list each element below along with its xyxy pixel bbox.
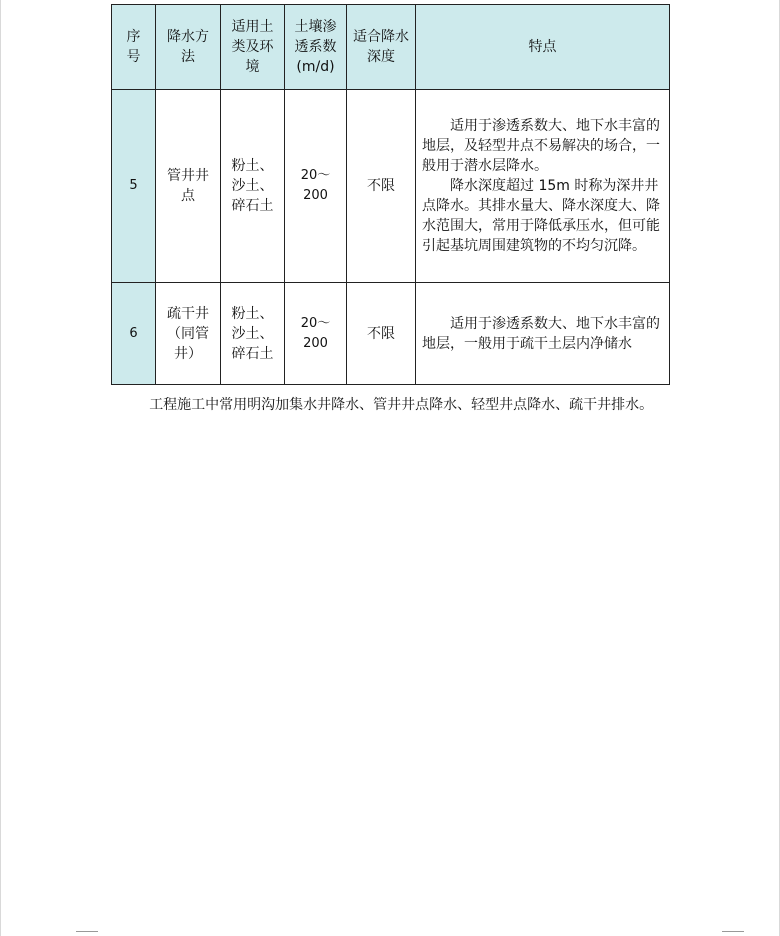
- header-soil-label: 适用土类及环境: [231, 19, 274, 75]
- row-depth-cell: [347, 283, 416, 385]
- row-no-cell: [112, 90, 156, 283]
- row-method-cell: [156, 90, 221, 283]
- table-row: [112, 90, 670, 283]
- header-depth-label: 适合降水深度: [353, 29, 409, 65]
- row-soil: 粉土、沙土、碎石土: [231, 158, 274, 214]
- header-no-label: 序号: [126, 29, 141, 65]
- header-cell-method: [156, 5, 221, 90]
- body-paragraph: 工程施工中常用明沟加集水井降水、管井井点降水、轻型井点降水、疏干井排水。: [149, 397, 654, 413]
- header-permeability-label: 土壤渗透系数(m/d): [294, 19, 337, 75]
- row-method-cell: [156, 283, 221, 385]
- table-row: [112, 283, 670, 385]
- header-cell-features: [416, 5, 670, 90]
- row-no-cell: [112, 283, 156, 385]
- row-method: 管井井点: [167, 168, 209, 204]
- row-permeability: 20～200: [300, 315, 331, 351]
- header-cell-permeability: [285, 5, 347, 90]
- row-depth: 不限: [367, 178, 395, 194]
- row-depth: 不限: [367, 325, 395, 342]
- row-features-cell: [416, 90, 670, 283]
- dewatering-methods-table: [111, 4, 670, 385]
- header-features-label: 特点: [528, 39, 557, 55]
- row-soil: 粉土、沙土、碎石土: [231, 305, 274, 362]
- row-method: 疏干井（同管井）: [167, 305, 209, 362]
- row-feature-paragraph: 降水深度超过 15m 时称为深井井点降水。其排水量大、降水深度大、降水范围大，常用于降低承压水，但可能引起基坑周围建筑物的不均匀沉降。: [422, 178, 660, 254]
- page-corner-mark-left: [76, 931, 98, 932]
- row-permeability-cell: [285, 90, 347, 283]
- row-feature-paragraph: 适用于渗透系数大、地下水丰富的地层，一般用于疏干土层内净储水: [422, 315, 660, 352]
- row-features-cell: [416, 283, 670, 385]
- row-permeability: 20～200: [300, 168, 331, 203]
- row-soil-cell: [221, 90, 285, 283]
- row-soil-cell: [221, 283, 285, 385]
- row-permeability-cell: [285, 283, 347, 385]
- header-method-label: 降水方法: [167, 29, 209, 65]
- header-cell-no: [112, 5, 156, 90]
- page-corner-mark-right: [722, 931, 744, 932]
- row-depth-cell: [347, 90, 416, 283]
- table-header-row: [112, 5, 670, 90]
- row-no: 6: [129, 325, 138, 341]
- row-no: 5: [129, 178, 138, 193]
- row-feature-paragraph: 适用于渗透系数大、地下水丰富的地层，及轻型井点不易解决的场合，一般用于潜水层降水。: [422, 118, 660, 174]
- header-cell-depth: [347, 5, 416, 90]
- page-edge-left: [0, 0, 1, 936]
- header-cell-soil: [221, 5, 285, 90]
